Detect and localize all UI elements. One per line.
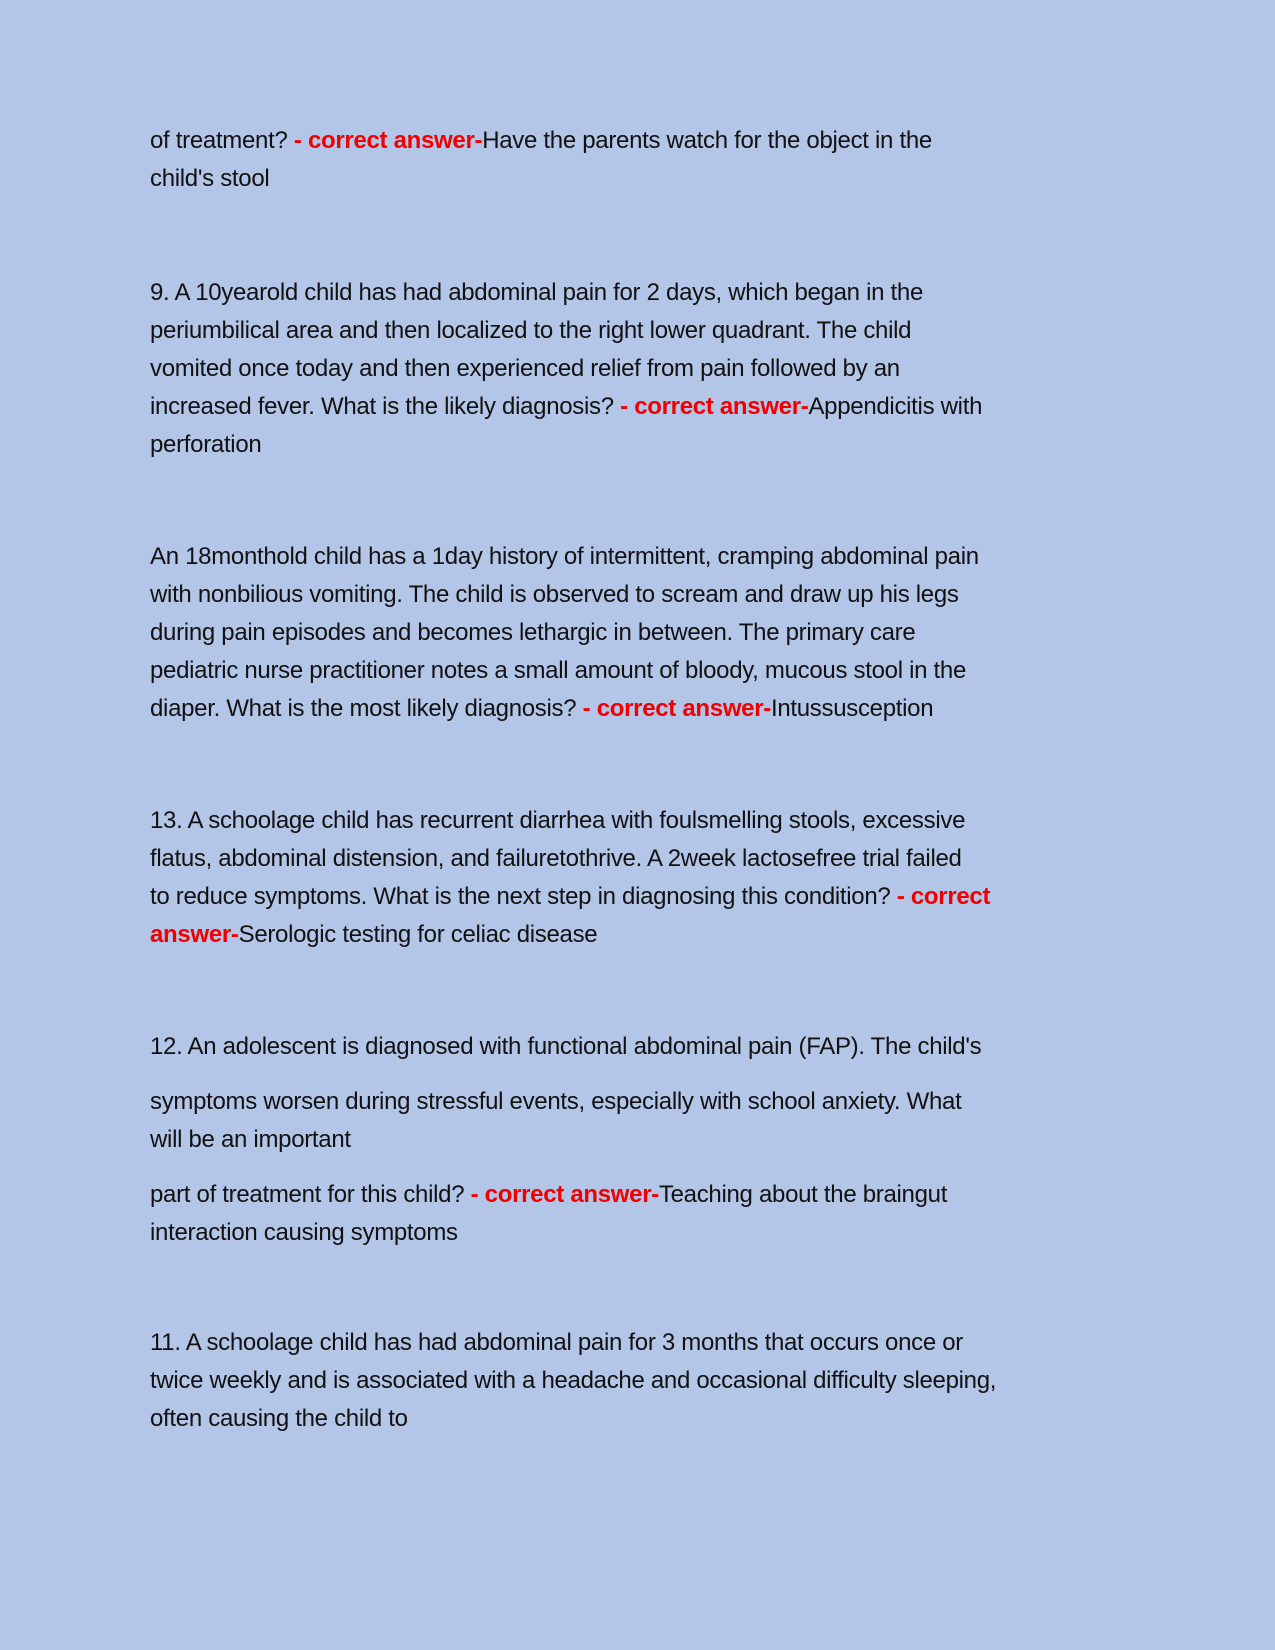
text-line (150, 618, 915, 648)
correct-answer-marker: answer- (150, 921, 239, 948)
text-line (150, 1087, 961, 1117)
question-text: during pain episodes and becomes lethargic in between. The primary care (150, 619, 916, 646)
text-line (150, 278, 923, 308)
text-line (150, 126, 932, 156)
question-text: symptoms worsen during stressful events, especially with school anxiety. What (150, 1088, 962, 1115)
text-line (150, 580, 959, 610)
text-line (150, 1328, 963, 1358)
question-text: 13. A schoolage child has recurrent diarrhea with foulsmelling stools, excessive (150, 807, 966, 834)
correct-answer-marker: - correct answer- (293, 127, 483, 154)
question-text: flatus, abdominal distension, and failuretothrive. A 2week lactosefree trial failed (150, 845, 962, 872)
question-text: diaper. What is the most likely diagnosis? (150, 695, 583, 722)
text-line (150, 1218, 458, 1248)
text-line (150, 920, 597, 950)
text-line (150, 882, 990, 912)
question-text: vomited once today and then experienced relief from pain followed by an (150, 355, 900, 382)
question-text: to reduce symptoms. What is the next step in diagnosing this condition? (150, 883, 897, 910)
question-text: twice weekly and is associated with a headache and occasional difficulty sleeping, (150, 1367, 997, 1394)
question-text: with nonbilious vomiting. The child is observed to scream and draw up his legs (150, 581, 959, 608)
answer-text: Intussusception (770, 695, 934, 722)
correct-answer-marker: - correct (896, 883, 991, 910)
question-text: 11. A schoolage child has had abdominal pain for 3 months that occurs once or (150, 1329, 963, 1356)
answer-text: Serologic testing for celiac disease (238, 921, 598, 948)
text-line (150, 1180, 947, 1210)
text-line (150, 694, 933, 724)
text-line (150, 392, 982, 422)
question-text: 12. An adolescent is diagnosed with functional abdominal pain (FAP). The child's (150, 1033, 982, 1060)
question-text: increased fever. What is the likely diagnosis? (150, 393, 621, 420)
correct-answer-marker: - correct answer- (620, 393, 809, 420)
text-line (150, 1404, 408, 1434)
answer-text: Teaching about the braingut (658, 1181, 948, 1208)
question-text: pediatric nurse practitioner notes a small amount of bloody, mucous stool in the (150, 657, 967, 684)
question-text: periumbilical area and then localized to the right lower quadrant. The child (150, 317, 912, 344)
answer-text: Have the parents watch for the object in the (482, 127, 932, 154)
text-line (150, 656, 966, 686)
question-text: of treatment? (150, 127, 294, 154)
text-line (150, 164, 269, 194)
text-line (150, 1032, 981, 1062)
question-text: child's stool (150, 165, 270, 192)
question-text: part of treatment for this child? (150, 1181, 471, 1208)
question-text: 9. A 10yearold child has had abdominal pain for 2 days, which began in the (150, 279, 924, 306)
question-text: perforation (150, 431, 262, 458)
text-line (150, 1366, 996, 1396)
text-line (150, 1125, 351, 1155)
question-text: An 18monthold child has a 1day history of intermittent, cramping abdominal pain (150, 543, 979, 570)
text-line (150, 430, 261, 460)
question-text: interaction causing symptoms (150, 1219, 458, 1246)
question-text: often causing the child to (150, 1405, 408, 1432)
text-line (150, 316, 911, 346)
answer-text: Appendicitis with (808, 393, 983, 420)
text-line (150, 542, 979, 572)
correct-answer-marker: - correct answer- (470, 1181, 659, 1208)
text-line (150, 354, 900, 384)
question-text: will be an important (150, 1126, 351, 1153)
correct-answer-marker: - correct answer- (582, 695, 771, 722)
text-line (150, 806, 965, 836)
text-line (150, 844, 962, 874)
